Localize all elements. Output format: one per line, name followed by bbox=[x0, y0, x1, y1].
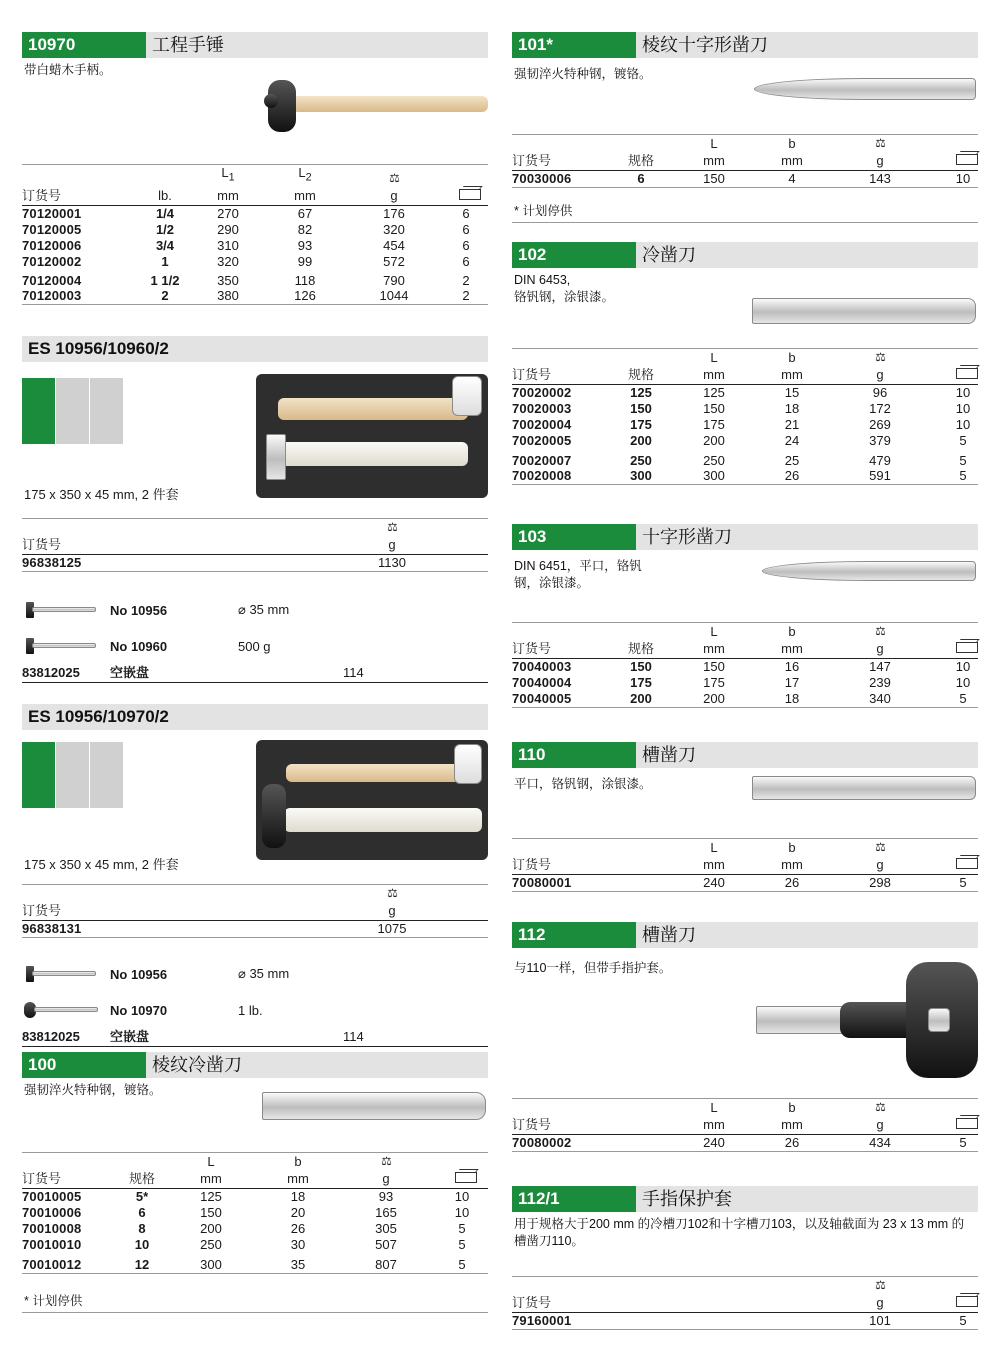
right-column bbox=[512, 32, 978, 1346]
left-column bbox=[22, 32, 488, 1332]
table-row: 70080001 240 26 298 5 bbox=[512, 875, 978, 892]
section-code: 112 bbox=[512, 922, 636, 948]
section-code: 102 bbox=[512, 242, 636, 268]
table-row: 70040003 150 150 16 147 10 bbox=[512, 659, 971, 675]
table-row: 70020002 125 125 15 96 10 bbox=[512, 385, 971, 401]
tray-image bbox=[256, 740, 488, 860]
scale-icon: ⚖ bbox=[875, 350, 885, 364]
section-header bbox=[22, 1052, 488, 1078]
box-icon bbox=[956, 1296, 978, 1307]
section-header bbox=[512, 524, 978, 550]
section-code: 10970 bbox=[22, 32, 146, 58]
scale-icon: ⚖ bbox=[875, 624, 885, 638]
table-row: 70080002 240 26 434 5 bbox=[512, 1135, 978, 1152]
hammer-icon bbox=[22, 964, 110, 984]
section-title: 手指保护套 bbox=[642, 1189, 732, 1209]
chisel-image bbox=[752, 774, 976, 802]
set-tool-row: No 10956 ⌀ 35 mm bbox=[22, 956, 488, 992]
section-description: 平口，铬钒钢，涂银漆。 bbox=[514, 777, 652, 791]
box-icon bbox=[956, 858, 978, 869]
section-header bbox=[512, 32, 978, 58]
section-code: 101* bbox=[512, 32, 636, 58]
empty-tray-row: 83812025 空嵌盘 114 bbox=[22, 1028, 488, 1047]
table-row: 70010012 12 300 35 807 5 bbox=[22, 1253, 488, 1274]
spec-table: L b ⚖ 订货号 mm mm g 70080002 240 26 434 5 bbox=[512, 1098, 978, 1152]
table-row: 70120004 1 1/2 350 118 790 2 bbox=[22, 273, 470, 289]
table-row: 70020003 150 150 18 172 10 bbox=[512, 401, 971, 416]
section-header bbox=[512, 742, 978, 768]
section-header bbox=[22, 336, 488, 362]
hammer-image bbox=[262, 74, 488, 140]
table-row: 70010006 6 150 20 165 10 bbox=[22, 1205, 470, 1220]
section-es-10956-10970 bbox=[22, 704, 488, 1052]
color-swatches bbox=[22, 742, 124, 811]
section-title: 十字形凿刀 bbox=[642, 527, 732, 547]
section-description: 带白蜡木手柄。 bbox=[24, 63, 112, 77]
footnote: * 计划停供 bbox=[512, 198, 978, 223]
set-table: ⚖ 订货号 g 96838125 1130 bbox=[22, 518, 488, 572]
box-icon bbox=[956, 1118, 978, 1129]
table-row: 70120006 3/4 310 93 454 6 bbox=[22, 237, 470, 253]
section-title: 棱纹十字形凿刀 bbox=[642, 35, 768, 55]
footnote: * 计划停供 bbox=[22, 1288, 488, 1313]
chisel-image bbox=[262, 1090, 486, 1124]
table-row: 70020004 175 175 21 269 10 bbox=[512, 417, 971, 432]
section-103 bbox=[512, 524, 978, 742]
section-title: ES 10956/10970/2 bbox=[28, 707, 169, 726]
section-description: 用于规格大于200 mm 的冷槽刀102和十字槽刀103，以及轴截面为 23 x 13 mm 的槽凿刀110。 bbox=[514, 1217, 965, 1248]
table-row: 96838125 1130 bbox=[22, 555, 488, 572]
empty-tray-row: 83812025 空嵌盘 114 bbox=[22, 664, 488, 683]
section-101 bbox=[512, 32, 978, 242]
section-112 bbox=[512, 922, 978, 1186]
table-row: 70040005 200 200 18 340 5 bbox=[512, 691, 978, 708]
table-row: 70020007 250 250 25 479 5 bbox=[512, 452, 967, 468]
spec-table: L b ⚖ 订货号 规格 mm mm g 70040003 150 150 16 147 10 70040004 175 175 17 239 10 70040005 200 200 18 340 5 bbox=[512, 622, 978, 708]
section-description: 强韧淬火特种钢，镀铬。 bbox=[514, 67, 652, 81]
table-row: 70020005 200 200 24 379 5 bbox=[512, 433, 967, 448]
box-icon bbox=[956, 368, 978, 379]
table-row: 70120002 1 320 99 572 6 bbox=[22, 253, 470, 269]
section-header bbox=[512, 922, 978, 948]
scale-icon: ⚖ bbox=[875, 1278, 885, 1292]
section-102 bbox=[512, 242, 978, 524]
box-icon bbox=[459, 189, 481, 200]
section-description: DIN 6451，平口，铬钒 钢，涂银漆。 bbox=[514, 559, 642, 590]
scale-icon: ⚖ bbox=[387, 520, 397, 534]
set-tool-row: No 10960 500 g bbox=[22, 628, 488, 664]
tray-image bbox=[256, 374, 488, 498]
table-row: 70020008 300 300 26 591 5 bbox=[512, 468, 978, 485]
section-100 bbox=[22, 1052, 488, 1332]
box-icon bbox=[956, 154, 978, 165]
scale-icon: ⚖ bbox=[381, 1154, 391, 1168]
hammer-icon bbox=[22, 636, 110, 656]
section-title: ES 10956/10960/2 bbox=[28, 339, 169, 358]
section-title: 工程手锤 bbox=[152, 35, 224, 55]
table-row: 70120005 1/2 290 82 320 6 bbox=[22, 221, 470, 237]
spec-table: L b ⚖ 订货号 规格 mm mm g 70030006 6 150 4 143 10 bbox=[512, 134, 978, 188]
section-description: DIN 6453, 铬钒钢，涂银漆。 bbox=[514, 273, 615, 304]
section-header bbox=[22, 704, 488, 730]
spec-table: L b ⚖ 订货号 规格 mm mm g 70010005 5* 125 18 93 10 70010006 6 150 20 165 10 70010008 8 200 26 305 5 70010010 10 250 30 507 5 70010012 12 300 35 807 5 bbox=[22, 1152, 488, 1274]
chisel-with-guard-image bbox=[756, 962, 978, 1080]
set-tool-row: No 10970 1 lb. bbox=[22, 992, 488, 1028]
table-row: 96838131 1075 bbox=[22, 921, 488, 938]
section-header bbox=[22, 32, 488, 58]
set-dimensions: 175 x 350 x 45 mm, 2 件套 bbox=[24, 857, 179, 872]
table-row: 70010005 5* 125 18 93 10 bbox=[22, 1189, 470, 1205]
table-row: 70010008 8 200 26 305 5 bbox=[22, 1221, 466, 1236]
section-header bbox=[512, 1186, 978, 1212]
set-tool-row: No 10956 ⌀ 35 mm bbox=[22, 592, 488, 628]
spec-table: ⚖ 订货号 g 79160001 101 5 bbox=[512, 1276, 978, 1330]
scale-icon: ⚖ bbox=[389, 170, 399, 185]
table-row: 79160001 101 5 bbox=[512, 1313, 978, 1330]
hammer-icon bbox=[22, 600, 110, 620]
section-code: 110 bbox=[512, 742, 636, 768]
scale-icon: ⚖ bbox=[387, 886, 397, 900]
spec-table: $L_1$ $L_2$ ⚖ 订货号 lb. mm mm g 70120001 1/4 270 67 176 6 70120005 1/2 290 82 320 6 70120006 3/4 310 93 454 6 70120002 1 320 99 572 6 70120004 1 1/2 350 118 790 2 70120003 2 380 126 1044 2 bbox=[22, 164, 488, 305]
section-112-1 bbox=[512, 1186, 978, 1346]
section-header bbox=[512, 242, 978, 268]
scale-icon: ⚖ bbox=[875, 840, 885, 854]
chisel-image bbox=[754, 76, 976, 102]
table-row: 70120001 1/4 270 67 176 6 bbox=[22, 205, 470, 221]
scale-icon: ⚖ bbox=[875, 136, 885, 150]
scale-icon: ⚖ bbox=[875, 1100, 885, 1114]
hammer-icon bbox=[22, 1000, 110, 1020]
section-code: 112/1 bbox=[512, 1186, 636, 1212]
table-row: 70120003 2 380 126 1044 2 bbox=[22, 288, 488, 305]
table-row: 70030006 6 150 4 143 10 bbox=[512, 171, 978, 188]
section-10970 bbox=[22, 32, 488, 316]
box-icon bbox=[956, 642, 978, 653]
section-110 bbox=[512, 742, 978, 922]
box-icon bbox=[455, 1172, 477, 1183]
chisel-image bbox=[762, 560, 976, 582]
spec-table: L b ⚖ 订货号 mm mm g 70080001 240 26 298 5 bbox=[512, 838, 978, 892]
section-code: 100 bbox=[22, 1052, 146, 1078]
section-title: 冷凿刀 bbox=[642, 245, 696, 265]
section-title: 棱纹冷凿刀 bbox=[152, 1055, 242, 1075]
spec-table: L b ⚖ 订货号 规格 mm mm g 70020002 125 125 15 96 10 70020003 150 150 18 172 10 70020004 175 175 21 269 10 70020005 200 200 24 379 5 70020007 250 250 25 479 5 70020008 300 300 26 591 5 bbox=[512, 348, 978, 485]
section-es-10956-10960 bbox=[22, 336, 488, 704]
color-swatches bbox=[22, 378, 124, 447]
section-description: 强韧淬火特种钢，镀铬。 bbox=[24, 1083, 162, 1097]
set-table: ⚖ 订货号 g 96838131 1075 bbox=[22, 884, 488, 938]
section-description: 与110一样，但带手指护套。 bbox=[514, 961, 672, 975]
table-row: 70040004 175 175 17 239 10 bbox=[512, 675, 971, 690]
chisel-image bbox=[752, 296, 976, 326]
section-code: 103 bbox=[512, 524, 636, 550]
section-title: 槽凿刀 bbox=[642, 745, 696, 765]
set-dimensions: 175 x 350 x 45 mm, 2 件套 bbox=[24, 487, 179, 502]
section-title: 槽凿刀 bbox=[642, 925, 696, 945]
table-row: 70010010 10 250 30 507 5 bbox=[22, 1237, 466, 1252]
